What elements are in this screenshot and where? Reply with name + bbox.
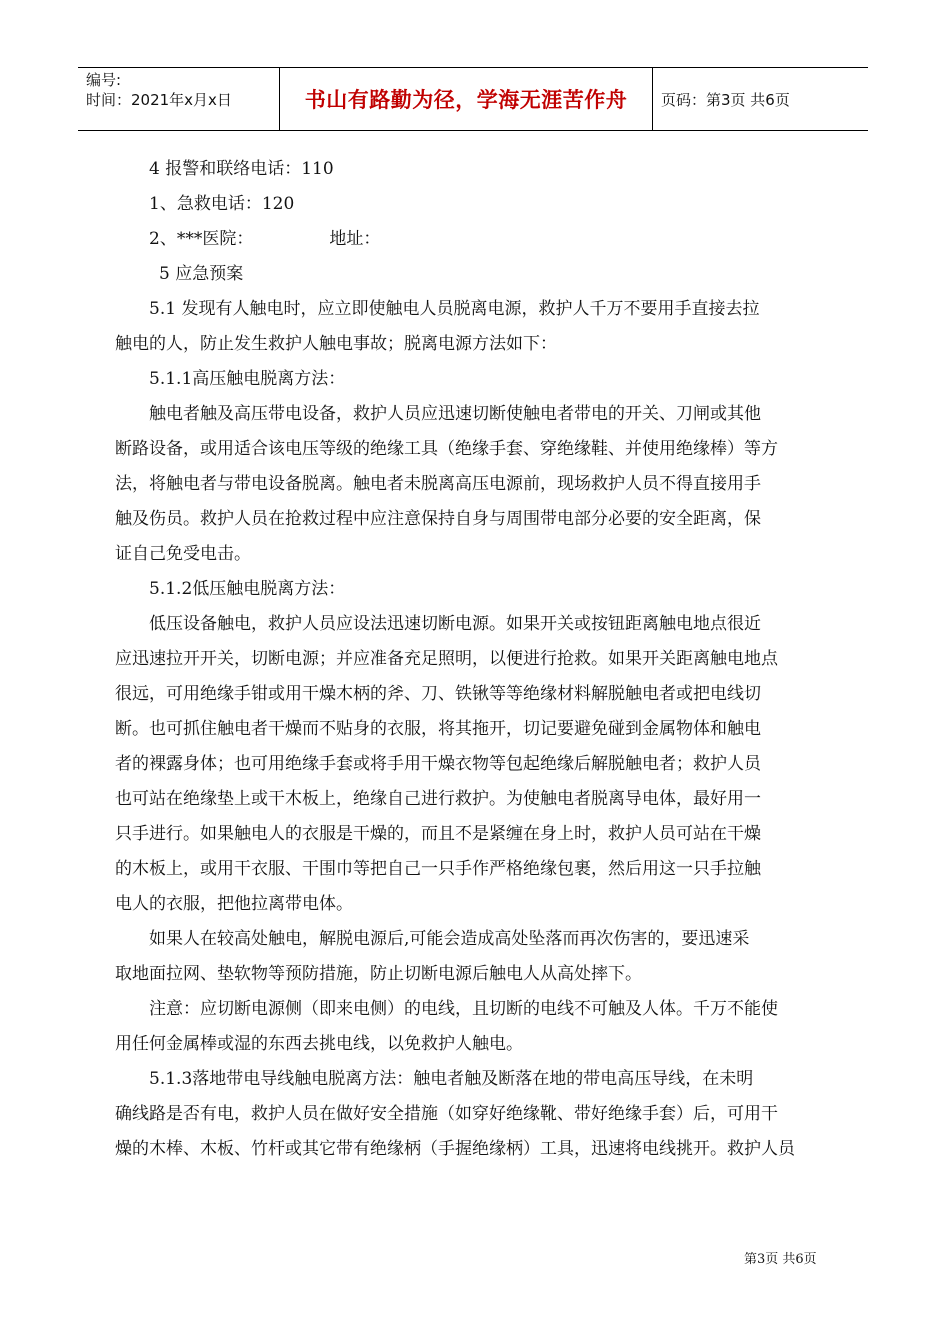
header-motto: 书山有路勤为径，学海无涯苦作舟 <box>280 68 653 130</box>
paragraph-line: 应迅速拉开开关，切断电源；并应准备充足照明，以便进行抢救。如果开关距离触电地点 <box>115 649 778 669</box>
paragraph-line: 5.1 发现有人触电时，应立即使触电人员脱离电源，救护人千万不要用手直接去拉 <box>149 299 760 319</box>
paragraph-line: 证自己免受电击。 <box>115 544 251 564</box>
header-meta <box>78 68 280 130</box>
paragraph-line: 1、急救电话：120 <box>149 194 295 214</box>
paragraph-line: 4 报警和联络电话：110 <box>149 159 334 179</box>
paragraph-line: 确线路是否有电，救护人员在做好安全措施（如穿好绝缘靴、带好绝缘手套）后，可用干 <box>115 1104 778 1124</box>
paragraph-line: 触电者触及高压带电设备，救护人员应迅速切断使触电者带电的开关、刀闸或其他 <box>149 404 761 424</box>
hospital-label: 2、***医院： <box>149 229 254 249</box>
paragraph-line: 注意：应切断电源侧（即来电侧）的电线，且切断的电线不可触及人体。千万不能使 <box>149 999 778 1019</box>
paragraph-line: 触电的人，防止发生救护人触电事故；脱离电源方法如下： <box>115 334 557 354</box>
paragraph-line: 也可站在绝缘垫上或干木板上，绝缘自己进行救护。为使触电者脱离导电体，最好用一 <box>115 789 761 809</box>
paragraph-line <box>115 222 835 257</box>
paragraph-line: 断。也可抓住触电者干燥而不贴身的衣服，将其拖开，切记要避免碰到金属物体和触电 <box>115 719 761 739</box>
document-date-label: 时间：2021年x月x日 <box>86 91 232 109</box>
paragraph-line: 断路设备，或用适合该电压等级的绝缘工具（绝缘手套、穿绝缘鞋、并使用绝缘棒）等方 <box>115 439 778 459</box>
paragraph-line: 的木板上，或用干衣服、干围巾等把自己一只手作严格绝缘包裹，然后用这一只手拉触 <box>115 859 761 879</box>
paragraph-line: 燥的木棒、木板、竹杆或其它带有绝缘柄（手握绝缘柄）工具，迅速将电线挑开。救护人员 <box>115 1139 795 1159</box>
subsection-heading: 5.1.2低压触电脱离方法： <box>149 579 346 599</box>
header-page-number: 页码：第3页 共6页 <box>661 90 790 109</box>
paragraph-line: 触及伤员。救护人员在抢救过程中应注意保持自身与周围带电部分必要的安全距离，保 <box>115 509 761 529</box>
paragraph-line: 低压设备触电，救护人员应设法迅速切断电源。如果开关或按钮距离触电地点很近 <box>149 614 761 634</box>
paragraph-line: 如果人在较高处触电，解脱电源后,可能会造成高处坠落而再次伤害的，要迅速采 <box>149 929 750 949</box>
document-body <box>115 152 835 1167</box>
paragraph-line: 者的裸露身体；也可用绝缘手套或将手用干燥衣物等包起绝缘后解脱触电者；救护人员 <box>115 754 761 774</box>
subsection-heading: 5.1.1高压触电脱离方法： <box>149 369 346 389</box>
paragraph-line: 只手进行。如果触电人的衣服是干燥的，而且不是紧缠在身上时，救护人员可站在干燥 <box>115 824 761 844</box>
paragraph-line: 法，将触电者与带电设备脱离。触电者未脱离高压电源前，现场救护人员不得直接用手 <box>115 474 761 494</box>
paragraph-line: 取地面拉网、垫软物等预防措施，防止切断电源后触电人从高处摔下。 <box>115 964 642 984</box>
paragraph-line: 用任何金属棒或湿的东西去挑电线，以免救护人触电。 <box>115 1034 523 1054</box>
address-label: 地址： <box>329 229 381 249</box>
paragraph-line: 电人的衣服，把他拉离带电体。 <box>115 894 353 914</box>
page-footer: 第3页 共6页 <box>744 1252 817 1267</box>
document-number-label: 编号: <box>86 71 122 89</box>
page-header <box>78 67 868 131</box>
section-heading: 5 应急预案 <box>159 264 244 284</box>
paragraph-line: 5.1.3落地带电导线触电脱离方法：触电者触及断落在地的带电高压导线，在未明 <box>149 1069 754 1089</box>
paragraph-line: 很远，可用绝缘手钳或用干燥木柄的斧、刀、铁锹等等绝缘材料解脱触电者或把电线切 <box>115 684 761 704</box>
